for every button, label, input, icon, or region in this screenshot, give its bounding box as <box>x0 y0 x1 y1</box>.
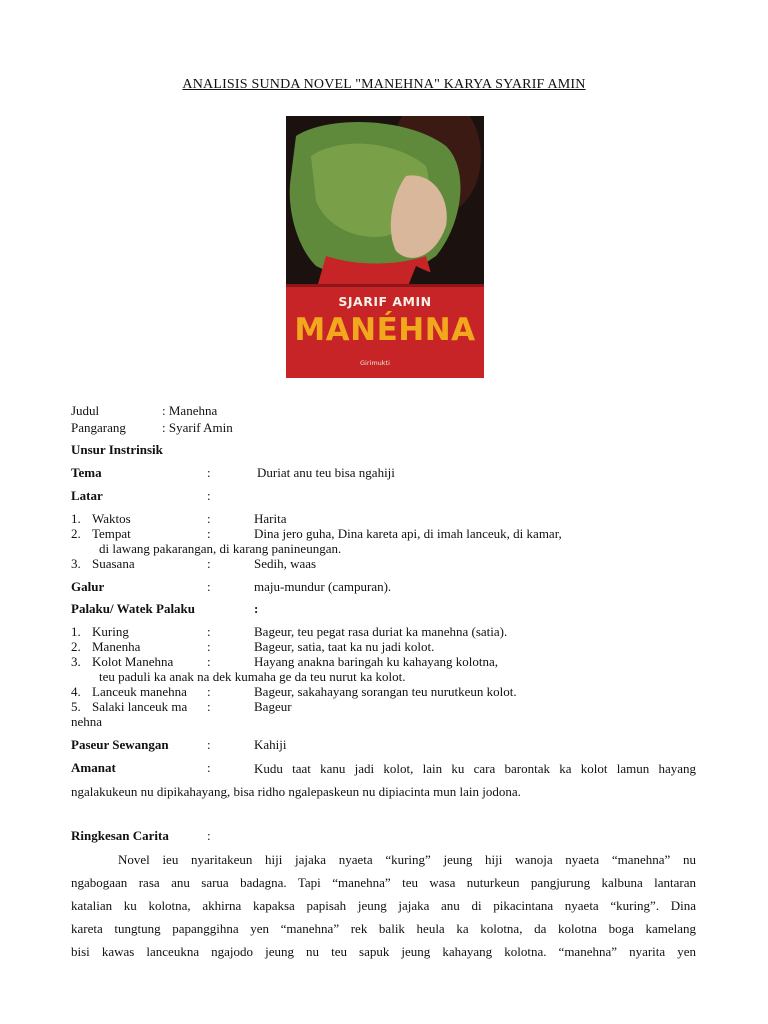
latar-item-label: Tempat <box>92 526 131 541</box>
amanat-label: Amanat <box>71 760 116 775</box>
document-title: ANALISIS SUNDA NOVEL "MANEHNA" KARYA SYARIF AMIN <box>182 77 586 92</box>
palaku-item-value: Bageur, satia, taat ka nu jadi kolot. <box>254 639 435 654</box>
palaku-item-num: 2. <box>71 639 81 654</box>
latar-item-value: Sedih, waas <box>254 556 317 571</box>
latar-item-value: Harita <box>254 511 287 526</box>
latar-item-num: 2. <box>71 526 81 541</box>
tema-label: Tema <box>71 465 102 480</box>
ringkesan-line: kareta tungtung papanggihna yen “manehna” rek balik heula ka kolotna, da kolotna boga kamelang <box>71 921 696 936</box>
ringkesan-line: bisi kawas lanceukna ngajodo jeung nu teu sapuk jeung kahayang kolotna. “manehna” nyarita yen <box>71 944 696 959</box>
latar-item-colon: : <box>207 511 211 526</box>
palaku-item-num: 5. <box>71 699 81 714</box>
palaku-item-colon: : <box>207 654 211 669</box>
latar-item-label: Waktos <box>92 511 131 526</box>
latar-item-label: Suasana <box>92 556 135 571</box>
palaku-item-label: Lanceuk manehna <box>92 684 187 699</box>
palaku-item-label-continuation: nehna <box>71 714 103 729</box>
palaku-item-value: Hayang anakna baringah ku kahayang kolotna, <box>254 654 499 669</box>
cover-author: SJARIF AMIN <box>338 294 432 309</box>
latar-item-colon: : <box>207 556 211 571</box>
ringkesan-colon: : <box>207 828 211 843</box>
tema-colon: : <box>207 465 211 480</box>
palaku-item-value: Bageur, sakahayang sorangan teu nurutkeun kolot. <box>254 684 517 699</box>
galur-value: maju-mundur (campuran). <box>254 579 392 594</box>
cover-publisher: Girimukti <box>360 359 390 367</box>
amanat-line-2: ngalakukeun nu dipikahayang, bisa ridho ngalepaskeun nu dipiacinta mun lain jodona. <box>71 784 521 799</box>
paseur-label: Paseur Sewangan <box>71 737 169 752</box>
palaku-item-continuation: teu paduli ka anak na dek kumaha ge da teu nurut ka kolot. <box>99 669 406 684</box>
tema-value: Duriat anu teu bisa ngahiji <box>257 465 395 480</box>
palaku-item-label: Kolot Manehna <box>92 654 174 669</box>
pangarang-label: Pangarang <box>71 420 126 435</box>
palaku-colon: : <box>254 601 259 616</box>
palaku-item-num: 3. <box>71 654 81 669</box>
amanat-line-1: Kudu taat kanu jadi kolot, lain ku cara barontak ka kolot lamun hayang <box>254 761 696 776</box>
ringkesan-line: ngabogaan rasa anu sarua badagna. Tapi “manehna” teu wasa nuturkeun pangjurung kalbuna lantaran <box>71 875 696 890</box>
unsur-heading: Unsur Instrinsik <box>71 442 163 457</box>
book-cover-image <box>286 116 484 378</box>
palaku-item-label: Manenha <box>92 639 141 654</box>
latar-item-value: Dina jero guha, Dina kareta api, di imah lanceuk, di kamar, <box>254 526 562 541</box>
palaku-label: Palaku/ Watek Palaku <box>71 601 196 616</box>
palaku-item-value: Bageur, teu pegat rasa duriat ka manehna (satia). <box>254 624 508 639</box>
palaku-item-num: 4. <box>71 684 81 699</box>
cover-title: MANÉHNA <box>294 312 476 348</box>
palaku-item-colon: : <box>207 684 211 699</box>
latar-label: Latar <box>71 488 103 503</box>
galur-label: Galur <box>71 579 105 594</box>
latar-colon: : <box>207 488 211 503</box>
palaku-item-colon: : <box>207 639 211 654</box>
ringkesan-label: Ringkesan Carita <box>71 828 169 843</box>
palaku-item-label: Salaki lanceuk ma <box>92 699 188 714</box>
paseur-colon: : <box>207 737 211 752</box>
palaku-item-label: Kuring <box>92 624 129 639</box>
latar-item-colon: : <box>207 526 211 541</box>
palaku-item-num: 1. <box>71 624 81 639</box>
palaku-item-colon: : <box>207 699 211 714</box>
judul-label: Judul <box>71 403 100 418</box>
judul-value: : Manehna <box>162 403 218 418</box>
ringkesan-line: Novel ieu nyaritakeun hiji jajaka nyaeta “kuring” jeung hiji wanoja nyaeta “manehna” nu <box>118 852 696 867</box>
palaku-item-value: Bageur <box>254 699 292 714</box>
latar-item-continuation: di lawang pakarangan, di karang panineungan. <box>99 541 342 556</box>
pangarang-value: : Syarif Amin <box>162 420 233 435</box>
paseur-value: Kahiji <box>254 737 287 752</box>
latar-item-num: 3. <box>71 556 81 571</box>
ringkesan-line: katalian ku kolotna, akhirna kapaksa papisah jeung jajaka anu di pikacintana nyaeta “kuring”. Dina <box>71 898 696 913</box>
latar-item-num: 1. <box>71 511 81 526</box>
palaku-item-colon: : <box>207 624 211 639</box>
galur-colon: : <box>207 579 211 594</box>
amanat-colon: : <box>207 760 211 775</box>
